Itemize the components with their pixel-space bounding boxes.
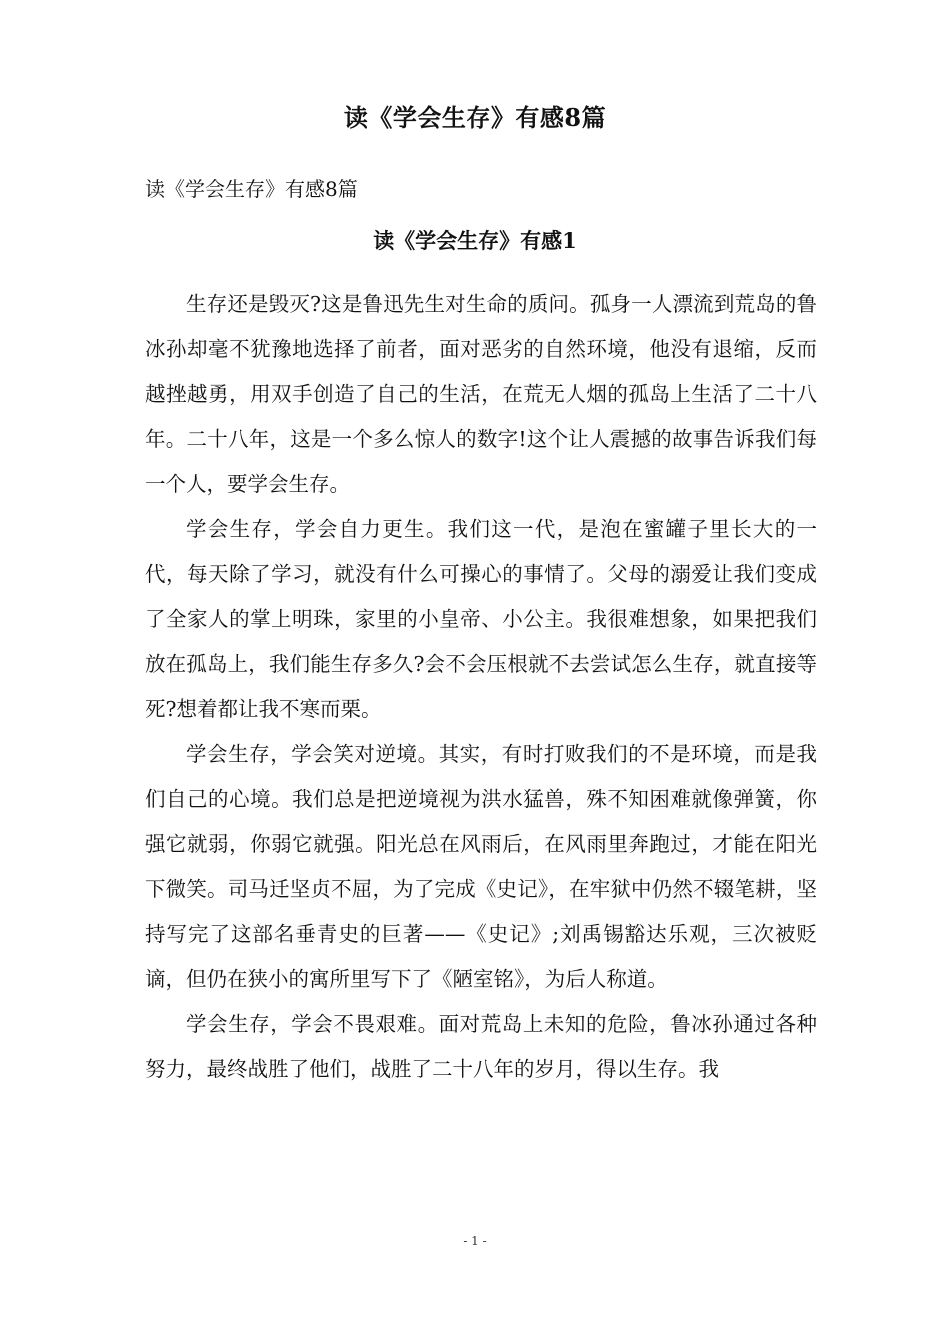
document-subtitle: 读《学会生存》有感8篇 bbox=[145, 177, 358, 201]
document-title: 读《学会生存》有感8篇 bbox=[343, 103, 607, 132]
section-heading: 读《学会生存》有感1 bbox=[373, 228, 577, 253]
page-number: - 1 - bbox=[463, 1234, 487, 1248]
paragraph-1: 生存还是毁灭?这是鲁迅先生对生命的质问。孤身一人漂流到荒岛的鲁冰孙却毫不犹豫地选择了前者，面对恶劣的自然环境，他没有退缩，反而越挫越勇，用双手创造了自己的生活，在荒无人烟的孤岛上生活了二十八年。二十八年，这是一个多么惊人的数字!这个让人震撼的故事告诉我们每一个人，要学会生存。 bbox=[145, 292, 817, 496]
paragraph-2: 学会生存，学会自力更生。我们这一代，是泡在蜜罐子里长大的一代，每天除了学习，就没有什么可操心的事情了。父母的溺爱让我们变成了全家人的掌上明珠，家里的小皇帝、小公主。我很难想象，如果把我们放在孤岛上，我们能生存多久?会不会压根就不去尝试怎么生存，就直接等死?想着都让我不寒而栗。 bbox=[145, 517, 817, 721]
paragraph-3: 学会生存，学会笑对逆境。其实，有时打败我们的不是环境，而是我们自己的心境。我们总是把逆境视为洪水猛兽，殊不知困难就像弹簧，你强它就弱，你弱它就强。阳光总在风雨后，在风雨里奔跑过，才能在阳光下微笑。司马迁坚贞不屈，为了完成《史记》，在牢狱中仍然不辍笔耕，坚持写完了这部名垂青史的巨著——《史记》;刘禹锡豁达乐观，三次被贬谪，但仍在狭小的寓所里写下了《陋室铭》，为后人称道。 bbox=[145, 742, 817, 991]
paragraph-4: 学会生存，学会不畏艰难。面对荒岛上未知的危险，鲁冰孙通过各种努力，最终战胜了他们，战胜了二十八年的岁月，得以生存。我 bbox=[145, 1012, 817, 1081]
body-text bbox=[145, 282, 817, 1092]
